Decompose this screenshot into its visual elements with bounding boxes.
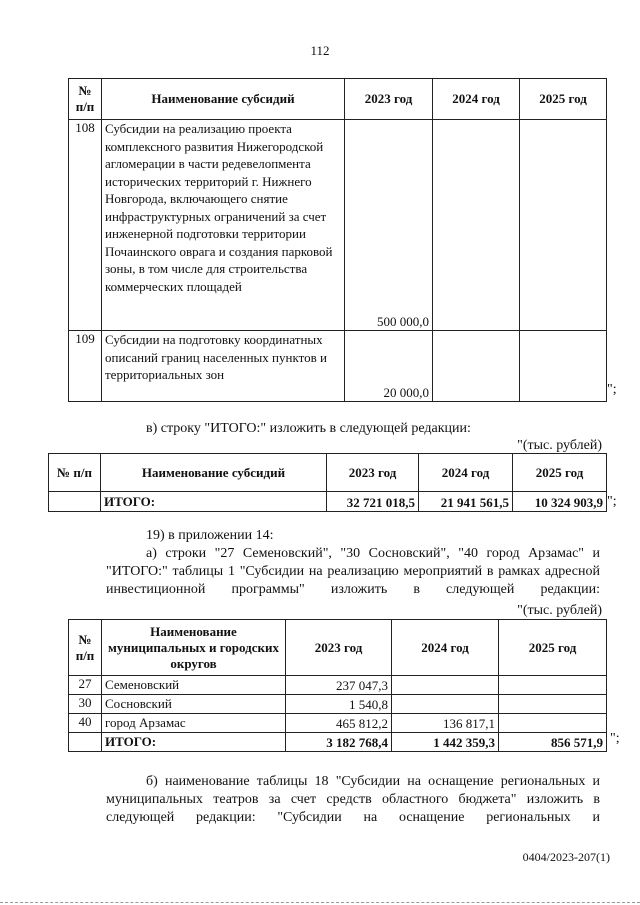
closing-quote: ";: [607, 382, 617, 397]
total-2024: 21 941 561,5: [419, 492, 513, 512]
value-2024: [392, 695, 499, 714]
table-row: [69, 676, 607, 695]
table-header-row: [49, 454, 607, 492]
paragraph-a: а) строки "27 Семеновский", "30 Сосновский", "40 город Арзамас" и "ИТОГО:" таблицы 1 "Субсидии на реализацию мероприятий в рамках адресной инвестиционной программы" изложить в следующей редакции:: [106, 546, 600, 597]
page-number: 112: [310, 43, 330, 58]
total-2023: 32 721 018,5: [327, 492, 419, 512]
total-label: ИТОГО:: [102, 733, 286, 752]
total-2024: 1 442 359,3: [392, 733, 499, 752]
column-header-num: № п/п: [49, 454, 101, 492]
subsidy-name: Субсидии на подготовку координатных описаний границ населенных пунктов и территориальных зон: [102, 331, 345, 402]
value-2023: 1 540,8: [286, 695, 392, 714]
row-number: 27: [69, 676, 102, 695]
value-2025: [520, 331, 607, 402]
total-2025: 856 571,9: [499, 733, 607, 752]
table-row: [69, 120, 607, 331]
column-header-name: Наименование субсидий: [101, 454, 327, 492]
page-edge-line: [0, 902, 640, 903]
unit-note: "(тыс. рублей): [517, 603, 602, 618]
value-2024: 136 817,1: [392, 714, 499, 733]
value-2025: [499, 676, 607, 695]
value-2024: [433, 331, 520, 402]
table-row: [69, 695, 607, 714]
document-code: 0404/2023-207(1): [522, 850, 610, 864]
total-2023: 3 182 768,4: [286, 733, 392, 752]
value-2025: [520, 120, 607, 331]
total-2025: 10 324 903,9: [513, 492, 607, 512]
column-header-name: Наименование субсидий: [102, 79, 345, 120]
closing-quote: ";: [607, 494, 617, 509]
municipal-table: [68, 619, 607, 752]
table-row: [69, 331, 607, 402]
row-number: 109: [69, 331, 102, 402]
row-number: 30: [69, 695, 102, 714]
unit-note: "(тыс. рублей): [517, 438, 602, 453]
column-header-name: Наименование муниципальных и городских округов: [102, 620, 286, 676]
value-2024: [433, 120, 520, 331]
column-header-num: № п/п: [69, 79, 102, 120]
column-header-2023: 2023 год: [345, 79, 433, 120]
row-number: 108: [69, 120, 102, 331]
paragraph-19: 19) в приложении 14:: [146, 528, 274, 543]
paragraph-b: б) наименование таблицы 18 "Субсидии на оснащение региональных и муниципальных театров за счет средств областного бюджета" изложить в следующей редакции: "Субсидии на оснащение региональных и: [106, 774, 600, 825]
value-2023: 237 047,3: [286, 676, 392, 695]
total-table: [48, 453, 607, 512]
column-header-2024: 2024 год: [419, 454, 513, 492]
district-name: Сосновский: [102, 695, 286, 714]
empty-cell: [49, 492, 101, 512]
closing-quote: ";: [610, 731, 620, 746]
district-name: город Арзамас: [102, 714, 286, 733]
row-number: 40: [69, 714, 102, 733]
paragraph-v: в) строку "ИТОГО:" изложить в следующей редакции:: [146, 421, 471, 436]
total-row: [69, 733, 607, 752]
column-header-2025: 2025 год: [513, 454, 607, 492]
column-header-2023: 2023 год: [327, 454, 419, 492]
column-header-2025: 2025 год: [520, 79, 607, 120]
value-2023: 20 000,0: [345, 331, 433, 402]
total-row: [49, 492, 607, 512]
column-header-2025: 2025 год: [499, 620, 607, 676]
column-header-2024: 2024 год: [392, 620, 499, 676]
value-2023: 500 000,0: [345, 120, 433, 331]
table-row: [69, 714, 607, 733]
value-2025: [499, 714, 607, 733]
column-header-2023: 2023 год: [286, 620, 392, 676]
district-name: Семеновский: [102, 676, 286, 695]
total-label: ИТОГО:: [101, 492, 327, 512]
table-header-row: [69, 620, 607, 676]
value-2025: [499, 695, 607, 714]
empty-cell: [69, 733, 102, 752]
column-header-2024: 2024 год: [433, 79, 520, 120]
subsidy-name: Субсидии на реализацию проекта комплексного развития Нижегородской агломерации в части редевелопмента исторических территорий г. Нижнего Новгорода, включающего снятие инфраструктурных ограничений за счет инженерной подготовки территории Почаинского оврага и создания парковой зоны, в том числе для строительства коммерческих площадей: [102, 120, 345, 331]
table-header-row: [69, 79, 607, 120]
column-header-num: № п/п: [69, 620, 102, 676]
subsidies-table: [68, 78, 607, 402]
value-2024: [392, 676, 499, 695]
value-2023: 465 812,2: [286, 714, 392, 733]
